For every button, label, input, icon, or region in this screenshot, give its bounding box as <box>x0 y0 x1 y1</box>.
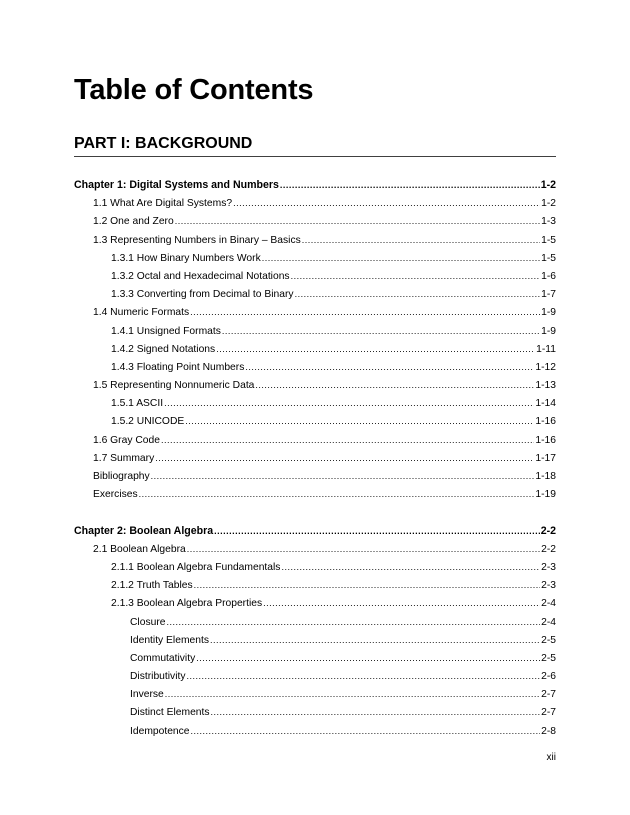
toc-entry-label: Closure <box>130 616 166 628</box>
page-number: xii <box>546 752 556 763</box>
toc-entry-page: 2-7 <box>541 707 556 719</box>
toc-entry-page: 1-14 <box>535 398 556 410</box>
part-heading: PART I: BACKGROUND <box>74 135 556 157</box>
toc-chapter-entry[interactable] <box>74 522 556 540</box>
toc-entry-label: 2.1 Boolean Algebra <box>93 543 186 555</box>
toc-entry[interactable] <box>74 467 556 485</box>
toc-entry-label: 1.6 Gray Code <box>93 434 160 446</box>
toc-entry[interactable] <box>74 613 556 631</box>
toc-entry-page: 1-6 <box>541 270 556 282</box>
dot-leader <box>211 703 541 721</box>
toc-entry-label: Exercises <box>93 489 138 501</box>
dot-leader <box>139 485 535 503</box>
toc-entry-label: 1.4.3 Floating Point Numbers <box>111 361 245 373</box>
toc-entry-page: 1-9 <box>541 325 556 337</box>
toc-entry-page: 1-16 <box>535 434 556 446</box>
toc-entry-page: 1-12 <box>535 361 556 373</box>
toc-list <box>74 176 556 740</box>
dot-leader <box>281 558 540 576</box>
toc-entry[interactable] <box>74 722 556 740</box>
toc-entry[interactable] <box>74 703 556 721</box>
toc-entry-page: 1-2 <box>541 198 556 210</box>
dot-leader <box>233 194 540 212</box>
toc-entry-label: 1.3 Representing Numbers in Binary – Basics <box>93 234 301 246</box>
toc-entry-label: Inverse <box>130 689 164 701</box>
toc-entry-page: 1-17 <box>535 452 556 464</box>
toc-entry-label: 1.4 Numeric Formats <box>93 307 190 319</box>
toc-entry-page: 2-2 <box>541 543 556 555</box>
dot-leader <box>222 322 540 340</box>
toc-entry-page: 1-16 <box>535 416 556 428</box>
toc-entry-label: Commutativity <box>130 652 196 664</box>
toc-entry-label: 2.1.3 Boolean Algebra Properties <box>111 598 263 610</box>
toc-entry[interactable] <box>74 649 556 667</box>
toc-entry-page: 2-7 <box>541 689 556 701</box>
toc-entry[interactable] <box>74 558 556 576</box>
dot-leader <box>262 249 540 267</box>
toc-entry-page: 1-13 <box>535 380 556 392</box>
toc-entry-page: 2-5 <box>541 634 556 646</box>
dot-leader <box>166 613 540 631</box>
toc-entry-page: 2-4 <box>541 598 556 610</box>
toc-entry-label: Idempotence <box>130 725 190 737</box>
toc-entry-page: 1-9 <box>541 307 556 319</box>
toc-entry-label: Chapter 2: Boolean Algebra <box>74 524 214 537</box>
toc-entry[interactable] <box>74 631 556 649</box>
toc-entry-label: 1.4.1 Unsigned Formats <box>111 325 221 337</box>
toc-entry[interactable] <box>74 340 556 358</box>
toc-entry[interactable] <box>74 322 556 340</box>
toc-entry[interactable] <box>74 231 556 249</box>
toc-entry-label: Bibliography <box>93 471 150 482</box>
toc-entry-label: 1.3.3 Converting from Decimal to Binary <box>111 289 294 301</box>
toc-entry[interactable] <box>74 412 556 430</box>
toc-entry-page: 1-3 <box>541 216 556 228</box>
toc-entry-page: 1-5 <box>541 234 556 246</box>
dot-leader <box>214 522 540 540</box>
dot-leader <box>263 594 540 612</box>
toc-entry[interactable] <box>74 285 556 303</box>
dot-leader <box>216 340 535 358</box>
toc-entry-label: Distinct Elements <box>130 707 210 719</box>
dot-leader <box>196 649 540 667</box>
dot-leader <box>175 212 540 230</box>
toc-entry[interactable] <box>74 667 556 685</box>
toc-entry[interactable] <box>74 267 556 285</box>
dot-leader <box>187 667 541 685</box>
dot-leader <box>191 722 541 740</box>
dot-leader <box>245 358 534 376</box>
toc-entry-label: 1.3.1 How Binary Numbers Work <box>111 252 261 264</box>
toc-entry[interactable] <box>74 394 556 412</box>
dot-leader <box>302 231 540 249</box>
toc-entry[interactable] <box>74 431 556 449</box>
dot-leader <box>190 303 540 321</box>
toc-entry-label: 1.3.2 Octal and Hexadecimal Notations <box>111 270 290 282</box>
toc-entry-page: 2-5 <box>541 652 556 664</box>
toc-entry-label: Distributivity <box>130 671 186 683</box>
toc-entry-page: 1-19 <box>535 489 556 501</box>
dot-leader <box>187 540 540 558</box>
toc-entry-label: 1.2 One and Zero <box>93 216 174 228</box>
toc-entry-label: 1.4.2 Signed Notations <box>111 343 216 355</box>
toc-entry[interactable] <box>74 576 556 594</box>
toc-entry-label: Chapter 1: Digital Systems and Numbers <box>74 179 279 191</box>
toc-entry-page: 2-6 <box>541 671 556 683</box>
dot-leader <box>185 412 534 430</box>
toc-entry-page: 2-3 <box>541 561 556 573</box>
toc-entry-page: 1-11 <box>536 343 556 355</box>
toc-entry[interactable] <box>74 249 556 267</box>
dot-leader <box>194 576 540 594</box>
dot-leader <box>295 285 541 303</box>
dot-leader <box>165 685 540 703</box>
toc-entry[interactable] <box>74 449 556 467</box>
dot-leader <box>291 267 541 285</box>
toc-entry[interactable] <box>74 485 556 503</box>
toc-entry-page: 2-4 <box>541 616 556 628</box>
toc-entry-page: 1-2 <box>540 179 556 191</box>
toc-entry[interactable] <box>74 540 556 558</box>
toc-entry-page: 2-8 <box>541 725 556 737</box>
page-title: Table of Contents <box>74 74 314 106</box>
toc-entry-page: 2-2 <box>540 524 556 537</box>
toc-entry-label: 1.7 Summary <box>93 452 155 464</box>
toc-chapter-entry[interactable] <box>74 176 556 194</box>
dot-leader <box>164 394 534 412</box>
toc-entry[interactable] <box>74 212 556 230</box>
toc-entry[interactable] <box>74 376 556 394</box>
dot-leader <box>255 376 534 394</box>
dot-leader <box>280 176 540 194</box>
toc-entry-label: Identity Elements <box>130 634 209 646</box>
dot-leader <box>210 631 540 649</box>
toc-entry-label: 2.1.2 Truth Tables <box>111 580 193 592</box>
toc-entry-label: 1.5 Representing Nonnumeric Data <box>93 380 255 392</box>
toc-entry[interactable] <box>74 685 556 703</box>
toc-entry[interactable] <box>74 358 556 376</box>
toc-entry-page: 2-3 <box>541 580 556 592</box>
toc-entry[interactable] <box>74 194 556 212</box>
toc-entry-label: 1.5.2 UNICODE <box>111 416 185 428</box>
toc-entry[interactable] <box>74 594 556 612</box>
dot-leader <box>151 467 535 485</box>
dot-leader <box>161 431 534 449</box>
toc-entry-label: 2.1.1 Boolean Algebra Fundamentals <box>111 561 281 573</box>
toc-entry-label: 1.5.1 ASCII <box>111 398 164 410</box>
dot-leader <box>155 449 534 467</box>
toc-entry-label: 1.1 What Are Digital Systems? <box>93 198 233 210</box>
toc-entry[interactable] <box>74 303 556 321</box>
toc-entry-page: 1-18 <box>535 471 556 482</box>
toc-entry-page: 1-7 <box>541 289 556 301</box>
toc-entry-page: 1-5 <box>541 252 556 264</box>
